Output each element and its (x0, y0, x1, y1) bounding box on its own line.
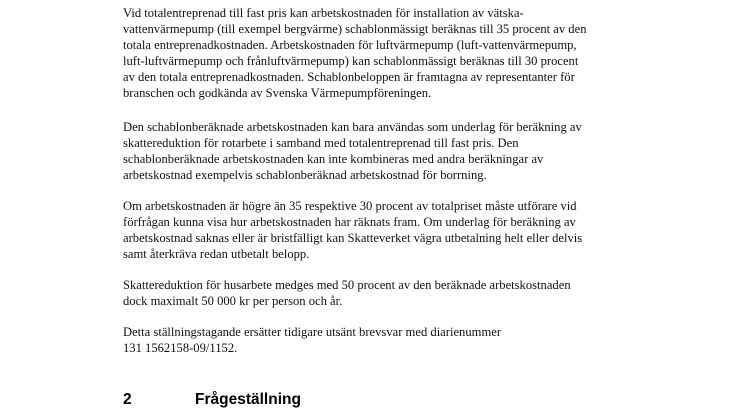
paragraph-tax-reduction (123, 278, 668, 310)
paragraph-usage-limits (123, 120, 668, 184)
text-line: branschen och godkända av Svenska Värmepumpföreningen. (123, 85, 432, 100)
text-line: totala entreprenadkostnaden. Arbetskostnaden för luftvärmepump (luft-vattenvärmepump, (123, 37, 577, 52)
section-number: 2 (123, 391, 132, 408)
text-line: arbetskostnad saknas eller är bristfälligt kan Skatteverket vägra utbetalning helt eller delvis (123, 230, 583, 245)
section-heading (123, 390, 301, 410)
text-line: Den schablonberäknade arbetskostnaden kan bara användas som underlag för beräkning av (123, 120, 582, 134)
text-line: Om arbetskostnaden är högre än 35 respektive 30 procent av totalpriset måste utförare vid (123, 199, 577, 213)
section-title: Frågeställning (195, 391, 301, 408)
text-line: Vid totalentreprenad till fast pris kan arbetskostnaden för installation av vätska- (123, 6, 524, 20)
text-line: vattenvärmepump (till exempel bergvärme) schablonmässigt beräknas till 35 procent av den (123, 21, 587, 36)
text-line: 131 1562158-09/1152. (123, 340, 238, 355)
paragraph-higher-costs (123, 199, 668, 263)
text-line: samt återkräva redan utbetalt belopp. (123, 246, 310, 261)
paragraph-schablon-percentages (123, 6, 668, 101)
text-line: Detta ställningstagande ersätter tidigare utsänt brevsvar med diarienummer (123, 325, 502, 339)
text-line: skattereduktion för rotarbete i samband med totalentreprenad till fast pris. Den (123, 135, 519, 150)
text-line: luft-luftvärmepump och frånluftvärmepump) kan schablonmässigt beräknas till 30 procent (123, 53, 579, 68)
paragraph-replaces-previous (123, 325, 668, 357)
text-line: arbetskostnad exempelvis schablonberäknad arbetskostnad för borrning. (123, 167, 487, 182)
text-line: förfrågan kunna visa hur arbetskostnaden har räknats fram. Om underlag för beräkning av (123, 214, 576, 229)
text-line: schablonberäknade arbetskostnaden kan inte kombineras med andra beräkningar av (123, 151, 544, 166)
text-line: av den totala entreprenadkostnaden. Schablonbeloppen är framtagna av representanter för (123, 69, 575, 84)
text-line: dock maximalt 50 000 kr per person och år. (123, 293, 343, 308)
text-line: Skattereduktion för husarbete medges med 50 procent av den beräknade arbetskostnaden (123, 278, 571, 292)
